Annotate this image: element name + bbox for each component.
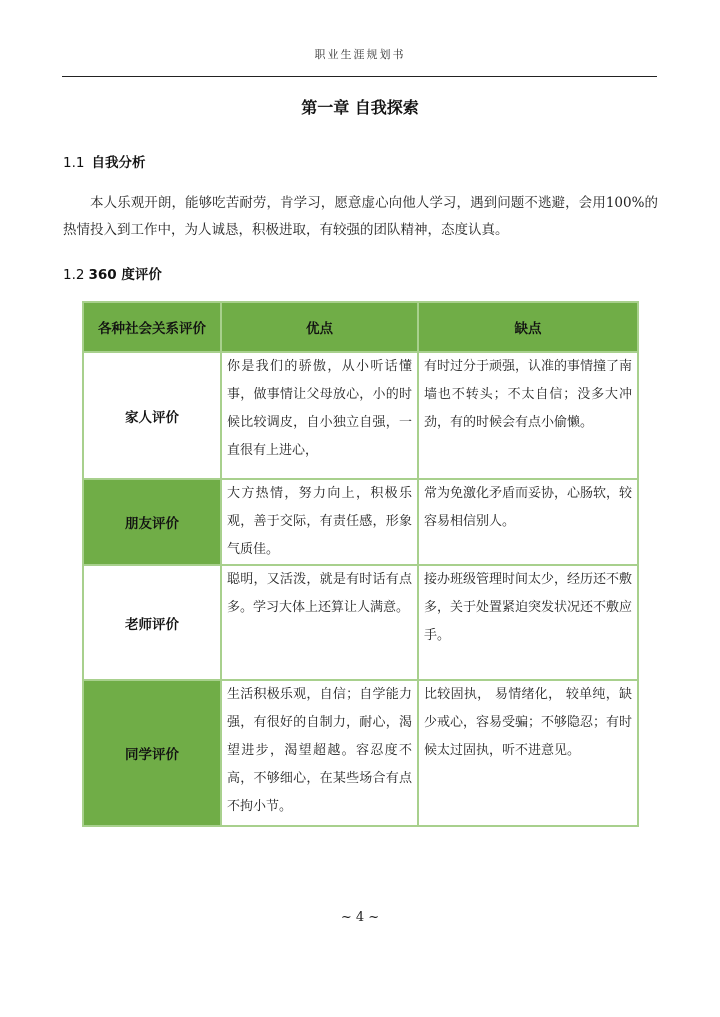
- column-header-pros: 优点: [221, 302, 418, 352]
- section-heading-360-evaluation: [63, 263, 162, 283]
- header-divider: [62, 76, 657, 77]
- section-title: 自我分析: [91, 155, 146, 171]
- column-header-cons: 缺点: [418, 302, 638, 352]
- section-number: 1.1: [63, 155, 85, 171]
- cell-pros-friends: 大方热情，努力向上，积极乐观，善于交际，有责任感，形象气质佳。: [221, 479, 418, 565]
- table-header-row: [83, 302, 638, 352]
- cell-cons-family: 有时过分于顽强，认准的事情撞了南墙也不转头；不太自信；没多大冲劲，有的时候会有点小偷懒。: [418, 352, 638, 479]
- evaluation-table: [82, 301, 639, 827]
- table-row-teachers: [83, 565, 638, 680]
- section-title: 360 度评价: [88, 267, 162, 283]
- row-label-family: 家人评价: [83, 352, 221, 479]
- row-label-teachers: 老师评价: [83, 565, 221, 680]
- section-heading-self-analysis: [63, 151, 145, 171]
- section-number: 1.2: [63, 267, 85, 283]
- cell-pros-family: 你是我们的骄傲，从小听话懂事，做事情让父母放心，小的时候比较调皮，自小独立自强，一直很有上进心，: [221, 352, 418, 479]
- column-header-relation: 各种社会关系评价: [83, 302, 221, 352]
- cell-cons-classmates: 比较固执， 易情绪化， 较单纯，缺少戒心，容易受骗；不够隐忍；有时候太过固执，听不进意见。: [418, 680, 638, 826]
- page-number: ~ 4 ~: [340, 910, 380, 925]
- cell-cons-friends: 常为免激化矛盾而妥协，心肠软，较容易相信别人。: [418, 479, 638, 565]
- cell-pros-teachers: 聪明，又活泼，就是有时话有点多。学习大体上还算让人满意。: [221, 565, 418, 680]
- self-analysis-paragraph: 本人乐观开朗，能够吃苦耐劳，肯学习，愿意虚心向他人学习，遇到问题不逃避，会用100%的热情投入到工作中，为人诚恳，积极进取，有较强的团队精神，态度认真。: [63, 195, 659, 238]
- page-header: 职业生涯规划书: [314, 48, 406, 61]
- cell-pros-classmates: 生活积极乐观，自信；自学能力强，有很好的自制力，耐心，渴望进步，渴望超越。容忍度不高，不够细心，在某些场合有点不拘小节。: [221, 680, 418, 826]
- row-label-classmates: 同学评价: [83, 680, 221, 826]
- cell-cons-teachers: 接办班级管理时间太少，经历还不敷多，关于处置紧迫突发状况还不敷应手。: [418, 565, 638, 680]
- table-row-friends: [83, 479, 638, 565]
- table-row-classmates: [83, 680, 638, 826]
- table-row-family: [83, 352, 638, 479]
- row-label-friends: 朋友评价: [83, 479, 221, 565]
- chapter-title: 第一章 自我探索: [301, 98, 419, 117]
